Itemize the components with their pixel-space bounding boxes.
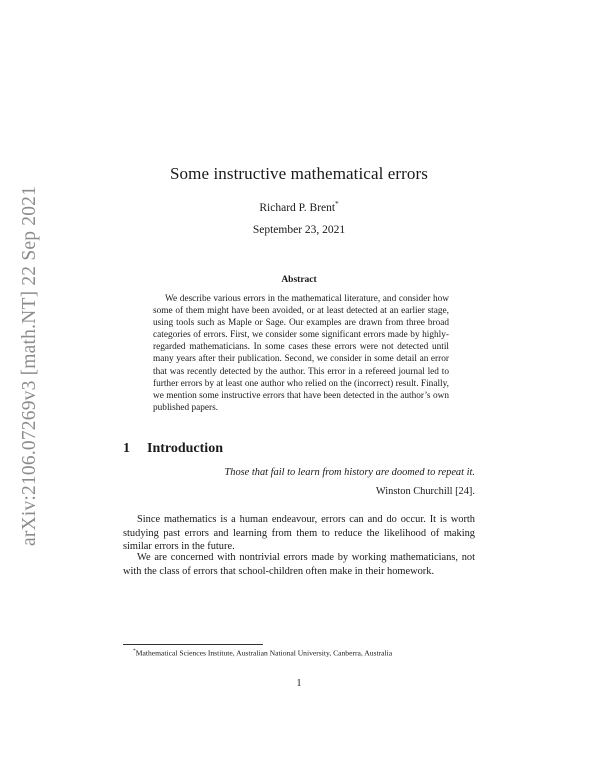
section-heading — [123, 441, 223, 457]
paper-title: Some instructive mathematical errors — [169, 164, 429, 183]
footnote-text: Mathematical Sciences Institute, Australian National University, Canberra, Australia — [135, 648, 393, 658]
epigraph-attribution: Winston Churchill [24]. — [375, 486, 475, 497]
footnote-mark: * — [133, 648, 136, 654]
arxiv-identifier-stamp: arXiv:2106.07269v3 [math.NT] 22 Sep 2021 — [19, 185, 40, 546]
author-footnote-mark: * — [335, 200, 339, 208]
page-number: 1 — [296, 678, 302, 689]
epigraph-quote: Those that fail to learn from history are doomed to repeat it. — [224, 467, 475, 478]
author-line — [123, 200, 475, 214]
abstract-text: We describe various errors in the mathematical literature, and consider how some of them might have been avoided, or at least detected at an earlier stage, using tools such as Maple or Sage. Our examples are drawn from three broad categories of errors. First, we consider some significant errors made by highly-regarded mathematicians. In some cases these errors were not detected until many years after their publication. Second, we consider in some detail an error that was recently detected by the author. This error in a refereed journal led to further errors by at least one author who relied on the (incorrect) result. Finally, we mention some instructive errors that have been detected in the author’s own published papers. — [153, 294, 449, 413]
section-title: Introduction — [147, 441, 223, 456]
footnote-divider — [123, 644, 263, 645]
abstract-heading: Abstract — [281, 275, 317, 285]
footnote — [133, 648, 392, 658]
body-paragraph: Since mathematics is a human endeavour, errors can and do occur. It is worth studying past errors and learning from them to reduce the likelihood of making similar errors in the future. — [123, 514, 475, 553]
body-paragraph: We are concerned with nontrivial errors made by working mathematicians, not with the class of errors that school-children often make in their homework. — [123, 552, 475, 577]
paper-date: September 23, 2021 — [252, 224, 346, 236]
author-name: Richard P. Brent — [259, 201, 336, 214]
section-number: 1 — [123, 441, 130, 456]
